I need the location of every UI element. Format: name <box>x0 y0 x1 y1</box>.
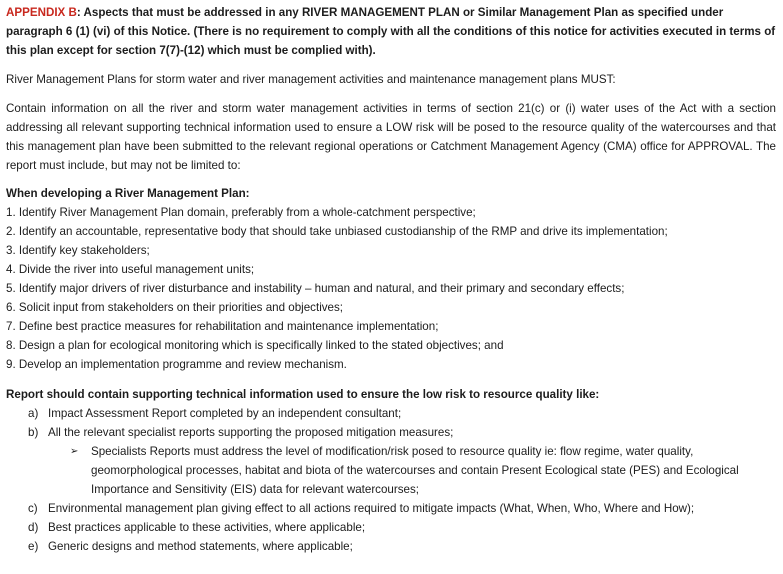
list-marker: e) <box>28 540 39 553</box>
list-item <box>28 404 776 423</box>
intro-paragraph: River Management Plans for storm water and river management activities and maintenance management plans MUST: <box>6 73 616 86</box>
list-item-text: Environmental management plan giving effect to all actions required to mitigate impacts (What, When, Who, Where and How); <box>48 502 695 515</box>
list-item-text: All the relevant specialist reports supporting the proposed mitigation measures; <box>48 426 454 439</box>
list-item: 3. Identify key stakeholders; <box>6 244 150 257</box>
list-item: 2. Identify an accountable, representative body that should take unbiased custodianship of the RMP and drive its implementation; <box>6 225 668 238</box>
list-item: 6. Solicit input from stakeholders on their priorities and objectives; <box>6 301 344 314</box>
list-item-text: Generic designs and method statements, where applicable; <box>48 540 353 553</box>
report-items-list-continued <box>6 499 776 556</box>
list-item: 5. Identify major drivers of river disturbance and instability – human and natural, and their primary and secondary effects; <box>6 282 625 295</box>
list-item <box>28 499 776 518</box>
specialists-bullet <box>6 442 776 499</box>
report-items-list <box>6 404 776 442</box>
list-item: 9. Develop an implementation programme and review mechanism. <box>6 358 347 371</box>
list-item <box>28 537 776 556</box>
document-page <box>6 3 776 556</box>
list-marker: d) <box>28 521 39 534</box>
list-item <box>28 518 776 537</box>
development-steps-list <box>6 203 776 374</box>
list-marker: c) <box>28 502 38 515</box>
list-marker: b) <box>28 426 39 439</box>
list-item: 4. Divide the river into useful management units; <box>6 263 255 276</box>
list-item: 8. Design a plan for ecological monitoring which is specifically linked to the stated objectives; and <box>6 339 504 352</box>
list-item <box>28 423 776 442</box>
contain-paragraph: Contain information on all the river and storm water management activities in terms of section 21(c) or (i) water uses of the Act with a section addressing all relevant supporting technical information used to ensure a LOW risk will be posed to the resource quality of the watercourses and that this management plan have been submitted to the relevant regional operations or Catchment Management Agency (CMA) office for APPROVAL. The report must include, but may not be limited to: <box>6 102 776 172</box>
specialists-bullet-text: Specialists Reports must address the level of modification/risk posed to resource quality ie: flow regime, water quality, geomorphological processes, habitat and biota of the watercourses and contain Present Ecological state (PES) and Ecological Importance and Sensitivity (EIS) data for relevant watercourses; <box>91 445 739 496</box>
appendix-heading-text: : Aspects that must be addressed in any RIVER MANAGEMENT PLAN or Similar Management Plan as specified under paragraph 6 (1) (vi) of this Notice. (There is no requirement to comply with all the conditions of this notice for activities executed in terms of this plan except for section 7(7)-(12) which must be complied with). <box>6 6 776 57</box>
appendix-heading <box>6 3 776 60</box>
list-item-text: Best practices applicable to these activities, where applicable; <box>48 521 366 534</box>
list-marker: a) <box>28 407 39 420</box>
list-item-text: Impact Assessment Report completed by an independent consultant; <box>48 407 402 420</box>
appendix-label: APPENDIX B <box>6 6 77 19</box>
development-heading: When developing a River Management Plan: <box>6 187 250 200</box>
list-item: 1. Identify River Management Plan domain, preferably from a whole-catchment perspective; <box>6 206 476 219</box>
list-item: 7. Define best practice measures for rehabilitation and maintenance implementation; <box>6 320 439 333</box>
report-heading: Report should contain supporting technical information used to ensure the low risk to resource quality like: <box>6 388 600 401</box>
arrow-bullet-icon: ➢ <box>70 446 79 457</box>
